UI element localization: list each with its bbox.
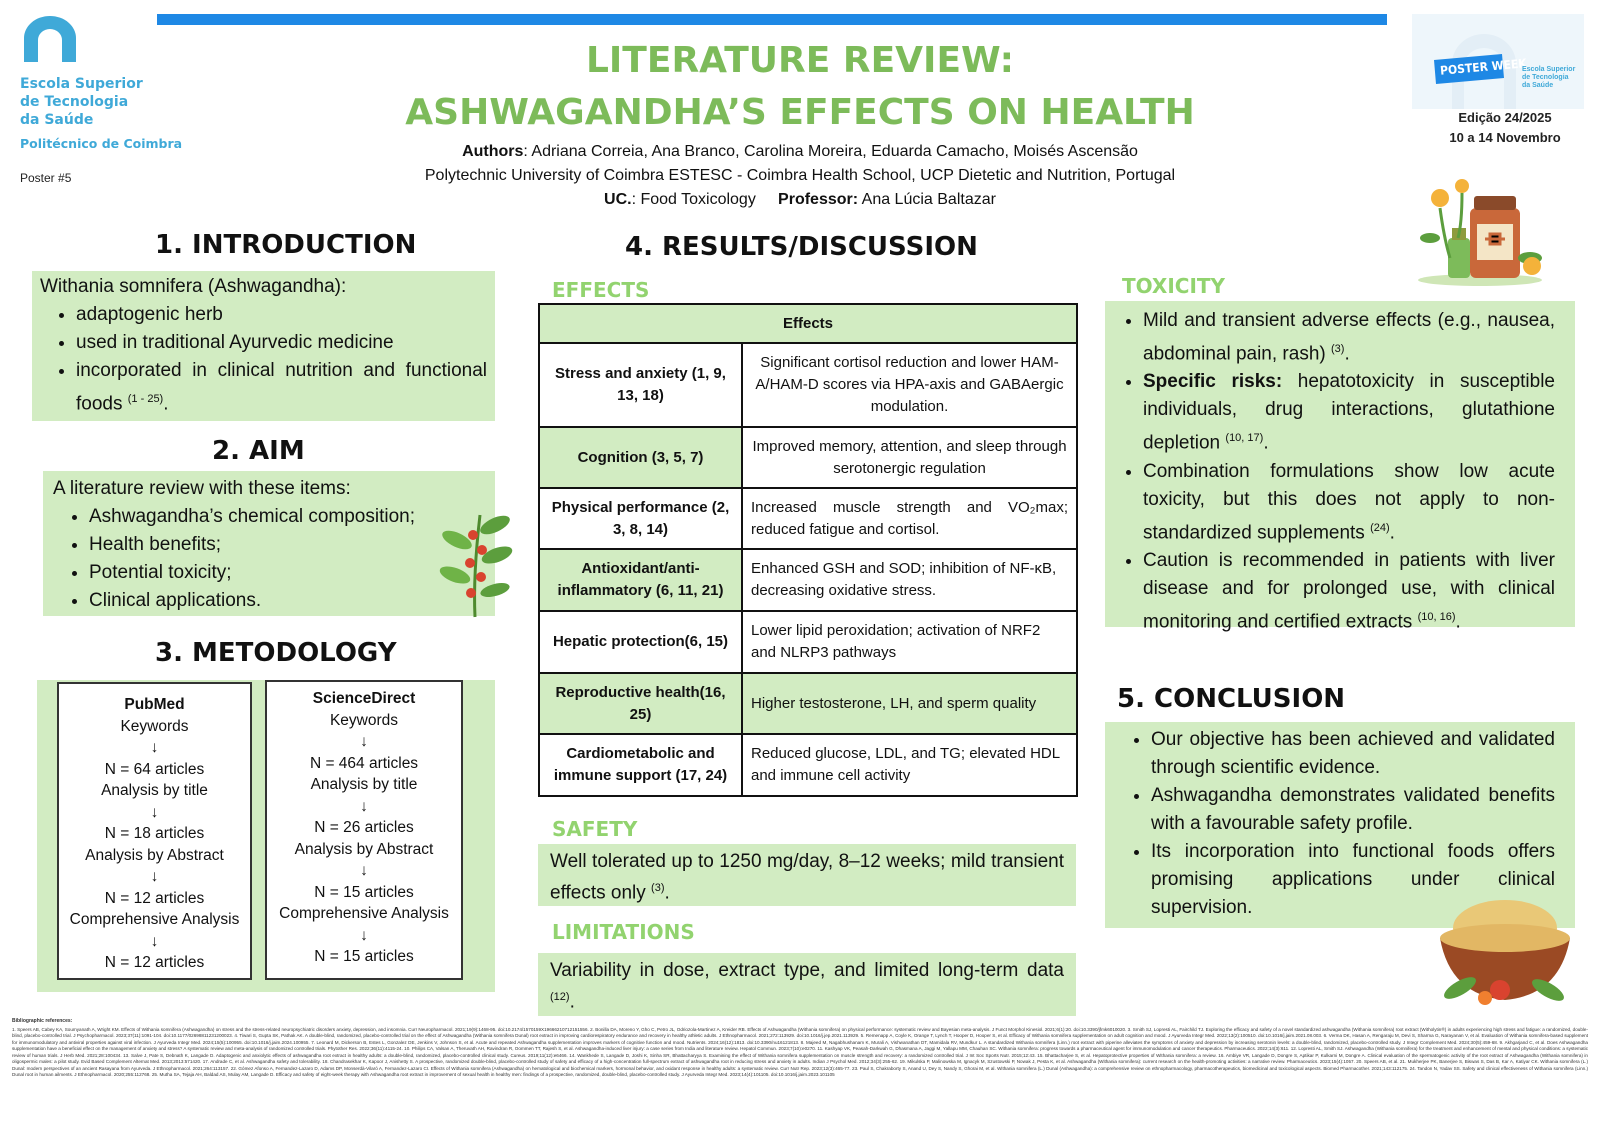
flow-step: Comprehensive Analysis bbox=[279, 905, 449, 922]
conclusion-heading: 5. CONCLUSION bbox=[1117, 684, 1346, 714]
tox-ref-1: (3) bbox=[1331, 343, 1345, 355]
top-accent-bar bbox=[157, 14, 1387, 25]
effects-table bbox=[538, 303, 1078, 797]
pubmed-title: PubMed bbox=[124, 696, 185, 713]
flow-arrow: ↓ bbox=[150, 932, 159, 950]
aim-list bbox=[53, 503, 485, 615]
uc-line bbox=[340, 188, 1260, 212]
aim-heading: 2. AIM bbox=[212, 436, 305, 466]
limitations-box: Variability in dose, extract type, and limited long-term data $^{(12)}$. bbox=[538, 953, 1076, 1016]
references-text: 1. Speers AB, Cabey KA, Soumyanath A, Wright KM. Effects of Withania somnifera (Ashwagandha) on stress and the stress-related neuropsychiatric disorders anxiety, depression, and insomnia. Curr Neuropharmacol. 2021;19(9):1468-95. doi:10.2174/1570159X19666210712151556. 2. Bonilla DA, Moreno Y, Gho C, Petro JL, Odriozola-Martinez A, Kreider RB. Effects of Ashwagandha (Withania somnifera) on physical performance: systematic review and Bayesian meta-analysis. J Funct Morphol Kinesiol. 2021;6(1):20. doi:10.3390/jfmk6010020. 3. Smith SJ, Lopresti AL, Fairchild TJ. Exploring the efficacy and safety of a novel standardized ashwagandha (Withania somnifera) root extract (Witholytin®) in adults experiencing high stress and fatigue: a randomized, double-blind, placebo-controlled trial. J Psychopharmacol. 2023;37(11):1091-104. doi:10.1177/02698811231200023. 4. Tiwari S, Gupta SK, Pathak AK. A double-blind, randomized, placebo-controlled trial on the effect of Ashwagandha (Withania somnifera Dunal) root extract in improving cardiorespiratory endurance and recovery in healthy athletic adults. J Ethnopharmacol. 2021;272:113929. doi:10.1016/j.jep.2021.113929. 5. Remenapp A, Coyle K, Orange T, Lynch T, Hooper D, Hooper S, et al. Efficacy of Withania somnifera supplementation on adult cognition and mood. J Ayurveda Integr Med. 2022;13(2):100510. doi:10.1016/j.jaim.2021.08.003. 6. Verma DK, Hasan A, Rengaraju M, Devi S, Sharma G, Narayanan V, et al. Evaluation of Withania somnifera-based supplement for immunomodulatory and antiviral properties against viral infection. J Ayurveda Integr Med. 2024;15(5):100955. doi:10.1016/j.jaim.2024.100955. 7. Leonard M, Dickerson B, Estes L, Gonzalez DE, Jenkins V, Johnson S, et al. Acute and repeated Ashwagandha supplementation improves markers of cognitive function and mood. Nutrients. 2024;16(12):1813. doi:10.3390/nu16121813. 8. Majeed M, Nagabhushanam K, Murali A, Vishwanathan DT, Mamidala RV, Mundkur L. A standardized Withania somnifera (Linn.) root extract with piperine alleviates the symptoms of anxiety and depression by increasing serotonin levels: a double-blind, randomized, placebo-controlled study. J Integr Complement Med. 2024;30(5):459-68. 9. Akhgarjand C, et al. Does Ashwagandha supplementation have a beneficial effect on the management of anxiety and stress? A systematic review and meta-analysis of randomized controlled trials. Phytother Res. 2022;36(11):4115-24. 10. Philips CA, Valsan A, Theruvath AH, Ravindran R, Oommen TT, Rajesh S, et al. Ashwagandha-induced liver injury: a case series from India and literature review. Hepatol Commun. 2023;7(10):e0270. 11. Kashyap VK, Peasah-Darkwah G, Dhasmana A, Jaggi M, Yallapu MM, Chauhan SC. Withania somnifera: progress towards a pharmaceutical agent for immunomodulation and cancer therapeutics. Pharmaceutics. 2022;14(3):611. 12. Lopresti AL, Smith SJ. Ashwagandha (Withania somnifera) for the treatment and enhancement of mental and physical conditions: a systematic review of human trials. J Herb Med. 2021;28:100434. 13. Salve J, Pate S, Debnath K, Langade D. Adaptogenic and anxiolytic effects of ashwagandha root extract in healthy adults: a double-blind, randomized, placebo-controlled clinical study. Cureus. 2019;11(12):e6466. 14. Wankhede S, Langade D, Joshi K, Sinha SR, Bhattacharyya S. Examining the effect of Withania somnifera supplementation on muscle strength and recovery: a randomized controlled trial. J Int Soc Sports Nutr. 2015;12:43. 15. Bhattacharjee S, et al. Hepatoprotective properties of Withania somnifera: a review. 16. Ambiye VR, Langade D, Dongre S, Aptikar P, Kulkarni M, Dongre A. Clinical evaluation of the spermatogenic activity of the root extract of Ashwagandha (Withania somnifera) in oligospermic males: a pilot study. Evid Based Complement Alternat Med. 2013;2013:571420. 17. Andrade C, et al. Ashwagandha safety and tolerability. 18. Chandrasekhar K, Kapoor J, Anishetty S. A prospective, randomized double-blind, placebo-controlled study of safety and efficacy of a high-concentration full-spectrum extract of ashwagandha root in reducing stress and anxiety in adults. Indian J Psychol Med. 2012;34(3):255-62. 19. Mikulska P, Malinowska M, Ignacyk M, Szustowski P, Nowak J, Pesta K, et al. Ashwagandha (Withania somnifera): current research on the health-promoting activities: a narrative review. Pharmaceutics. 2023;15(4):1057. 20. Speers AB, et al. 21. Mukherjee PK, Banerjee S, Biswas S, Das B, Kar A, Katiyar CK. Withania somnifera (L.) Dunal: modern perspectives of an ancient Rasayana from Ayurveda. J Ethnopharmacol. 2021;264:113157. 22. Gómez Afonso A, Fernandez-Lazaro D, Adams DP, Monserdà-Vilaró A, Fernandez-Lazaro CI. Effects of Withania somnifera (Ashwagandha) on hematological and biochemical markers, hormonal behavior, and oxidant response in healthy adults: a systematic review. Curr Nutr Rep. 2023;12(3):465-77. 23. Paul S, Chakraborty S, Anand U, Dey S, Nandy S, Ghorai M, et al. Withania somnifera (L.) Dunal (Ashwagandha): a comprehensive review on ethnopharmacology, pharmacotherapeutics, biomedicinal and toxicological aspects. Biomed Pharmacother. 2021;143:112175. 24. Tandon N, Yadav SS. Safety and clinical effectiveness of Withania somnifera (Linn.) Dunal root in human ailments. J Ethnopharmacol. 2020;255:112768. 25. Mutha SA, Tejaja AH, Baldad AS, Mulay AM, Langade D. Efficacy and safety of eight-week therapy with Ashwagandha root extract in improvement of sexual health in healthy men: findings of a prospective, randomized, double-blind, placebo-controlled study. J Ayurveda Integr Med. 2023;14(4):101105. doi:10.1016/j.jaim.2023.101105 bbox=[12, 1026, 1588, 1077]
effect-cell: Cardiometabolic and immune support (17, 24) bbox=[539, 734, 742, 796]
description-cell: Improved memory, attention, and sleep through serotonergic regulation bbox=[742, 427, 1077, 488]
flow-arrow: ↓ bbox=[150, 803, 159, 821]
flow-step: Keywords bbox=[329, 711, 399, 729]
school-logo bbox=[20, 14, 190, 151]
tox-ref-3: (24) bbox=[1370, 521, 1390, 534]
poster-number: Poster #5 bbox=[20, 171, 72, 185]
pw-school-2: de Tecnologia bbox=[1522, 74, 1569, 81]
tox-item-1: Mild and transient adverse effects (e.g., nausea, abdominal pain, rash) bbox=[1143, 310, 1555, 365]
table-row bbox=[539, 427, 1077, 488]
tox-item-2-bold: Specific risks: bbox=[1143, 371, 1283, 393]
effect-cell: Cognition (3, 5, 7) bbox=[539, 427, 742, 488]
flow-step: N = 64 articles bbox=[104, 760, 205, 778]
herbal-bottles-icon bbox=[1410, 168, 1550, 288]
professor-value: Ana Lúcia Baltazar bbox=[858, 191, 996, 208]
list-item: • adaptogenic herb bbox=[76, 301, 487, 329]
title-line-1: LITERATURE REVIEW: bbox=[585, 40, 1015, 81]
methodology-box bbox=[37, 680, 495, 992]
toxicity-list bbox=[1107, 307, 1555, 636]
safety-label: SAFETY bbox=[552, 817, 638, 841]
authors-label: Authors bbox=[462, 143, 524, 160]
table-row bbox=[539, 734, 1077, 796]
sciencedirect-title: ScienceDirect bbox=[312, 690, 416, 707]
flow-step: Comprehensive Analysis bbox=[69, 911, 240, 928]
aim-lead: A literature review with these items: bbox=[53, 478, 351, 499]
list-item: • Combination formulations show low acute toxicity, but this does not apply to non-standardized supplements $^{(24)}$. bbox=[1143, 458, 1555, 547]
edition-label: Edição 24/2025 bbox=[1458, 110, 1552, 125]
flow-arrow: ↓ bbox=[150, 868, 159, 885]
aim-box bbox=[43, 471, 495, 616]
list-item: • Ashwagandha’s chemical composition; bbox=[89, 503, 485, 531]
pw-school-1: Escola Superior bbox=[1522, 66, 1576, 73]
table-header: Effects bbox=[539, 304, 1077, 343]
references-label: Bibliographic references: bbox=[12, 1018, 73, 1024]
table-row bbox=[539, 673, 1077, 734]
list-item: • Clinical applications. bbox=[89, 587, 485, 615]
flow-step: N = 26 articles bbox=[314, 819, 414, 836]
arch-logo-icon bbox=[20, 14, 80, 62]
description-cell: Higher testosterone, LH, and sperm quality bbox=[742, 673, 1077, 734]
table-row bbox=[539, 549, 1077, 611]
flow-arrow: ↓ bbox=[360, 733, 368, 750]
title-line-2: ASHWAGANDHA’S EFFECTS ON HEALTH bbox=[405, 92, 1195, 133]
list-item: • used in traditional Ayurvedic medicine bbox=[76, 329, 487, 357]
flow-step: N = 15 articles bbox=[314, 948, 414, 965]
tox-ref-2: (10, 17) bbox=[1225, 432, 1264, 445]
edition-dates: 10 a 14 Novembro bbox=[1449, 130, 1561, 145]
intro-ref: (1 - 25) bbox=[127, 393, 164, 405]
uc-value: : Food Toxicology bbox=[631, 191, 756, 208]
logo-line-3: da Saúde bbox=[20, 112, 94, 128]
effect-cell: Antioxidant/anti-inflammatory (6, 11, 21) bbox=[539, 549, 742, 611]
description-cell: Increased muscle strength and VO₂max; reduced fatigue and cortisol. bbox=[742, 488, 1077, 549]
flow-arrow: ↓ bbox=[360, 926, 368, 944]
description-cell: Reduced glucose, LDL, and TG; elevated HDL and immune cell activity bbox=[742, 734, 1077, 796]
pw-school-3: da Saúde bbox=[1522, 82, 1554, 89]
tox-ref-4: (10, 16) bbox=[1417, 610, 1456, 623]
limitations-ref: (12) bbox=[550, 991, 570, 1003]
tox-item-2: hepatotoxicity in susceptible individuals, drug interactions, glutathione depletion bbox=[1143, 371, 1555, 454]
affiliation: Polytechnic University of Coimbra ESTESC - Coimbra Health School, UCP Dietetic and Nutrition, Portugal bbox=[424, 167, 1176, 184]
list-item: • incorporated in clinical nutrition and functional foods $^{(1 - 25)}$. bbox=[76, 357, 487, 418]
flow-arrow: ↓ bbox=[150, 739, 159, 756]
powder-bowl-icon bbox=[1430, 890, 1580, 1015]
introduction-box bbox=[32, 271, 495, 421]
flow-step: N = 18 articles bbox=[104, 825, 205, 842]
list-item: • Health benefits; bbox=[89, 531, 485, 559]
flow-step: Analysis by title bbox=[101, 782, 208, 799]
table-row bbox=[539, 343, 1077, 427]
flow-step: Keywords bbox=[120, 717, 189, 735]
list-item: • Specific risks: hepatotoxicity in susceptible individuals, drug interactions, glutathione depletion $^{(10, 17)}$. bbox=[1143, 368, 1555, 457]
description-cell: Enhanced GSH and SOD; inhibition of NF-κB, decreasing oxidative stress. bbox=[742, 549, 1077, 611]
description-cell: Significant cortisol reduction and lower HAM-A/HAM-D scores via HPA-axis and GABAergic modulation. bbox=[742, 343, 1077, 427]
effect-cell: Reproductive health(16, 25) bbox=[539, 673, 742, 734]
safety-box: Well tolerated up to 1250 mg/day, 8–12 weeks; mild transient effects only $^{(3)}$. bbox=[538, 844, 1076, 906]
logo-line-1: Escola Superior bbox=[20, 76, 143, 92]
safety-ref: (3) bbox=[651, 882, 665, 894]
introduction-list bbox=[40, 301, 487, 418]
list-item: • Mild and transient adverse effects (e.g., nausea, abdominal pain, rash) $^{(3)}$. bbox=[1143, 307, 1555, 368]
toxicity-label: TOXICITY bbox=[1122, 274, 1226, 298]
introduction-lead: Withania somnifera (Ashwagandha): bbox=[40, 276, 347, 297]
tox-item-3: Combination formulations show low acute toxicity, but this does not apply to non-standardized supplements bbox=[1143, 460, 1555, 543]
list-item: • Our objective has been achieved and validated through scientific evidence. bbox=[1151, 726, 1555, 782]
effects-label: EFFECTS bbox=[552, 278, 650, 302]
introduction-heading: 1. INTRODUCTION bbox=[155, 230, 417, 260]
table-row bbox=[539, 488, 1077, 549]
ashwagandha-plant-icon bbox=[435, 505, 515, 620]
description-cell: Lower lipid peroxidation; activation of NRF2 and NLRP3 pathways bbox=[742, 611, 1077, 673]
table-row bbox=[539, 611, 1077, 673]
flow-step: N = 464 articles bbox=[309, 754, 419, 772]
references-block bbox=[12, 1018, 1588, 1123]
effect-cell: Hepatic protection(6, 15) bbox=[539, 611, 742, 673]
polytechnic-label: Politécnico de Coimbra bbox=[20, 136, 183, 151]
edition-block bbox=[1420, 108, 1590, 148]
professor-label: Professor: bbox=[778, 191, 859, 208]
flow-step: N = 15 articles bbox=[314, 883, 414, 901]
uc-label: UC. bbox=[604, 191, 632, 208]
list-item: • Ashwagandha demonstrates validated benefits with a favourable safety profile. bbox=[1151, 782, 1555, 838]
safety-text: Well tolerated up to 1250 mg/day, 8–12 weeks; mild transient effects only bbox=[550, 851, 1064, 904]
poster-week-label: POSTER WEEK bbox=[1439, 56, 1528, 78]
results-heading: 4. RESULTS/DISCUSSION bbox=[625, 232, 978, 262]
flow-step: Analysis by Abstract bbox=[294, 840, 434, 858]
flow-step: Analysis by Abstract bbox=[85, 846, 224, 864]
sciencedirect-flow bbox=[265, 680, 463, 980]
authors-line bbox=[340, 140, 1260, 164]
flow-arrow: ↓ bbox=[360, 797, 368, 815]
poster-week-logo bbox=[1412, 14, 1584, 114]
flow-step: N = 12 articles bbox=[104, 954, 205, 971]
limitations-label: LIMITATIONS bbox=[552, 920, 695, 944]
pubmed-flow bbox=[57, 682, 252, 980]
methodology-heading: 3. METODOLOGY bbox=[155, 638, 397, 668]
list-item: • Caution is recommended in patients with liver disease and for prolonged use, with clinical monitoring and certified extracts $^{(10, 16)}$. bbox=[1143, 547, 1555, 636]
table-header-row bbox=[539, 304, 1077, 343]
flow-arrow: ↓ bbox=[360, 862, 368, 879]
list-item: • Its incorporation into functional foods offers promising applications under clinical supervision. bbox=[1151, 838, 1555, 922]
intro-item-3-text: incorporated in clinical nutrition and functional foods bbox=[76, 360, 487, 415]
flow-step: Analysis by title bbox=[310, 776, 418, 793]
tox-item-4: Caution is recommended in patients with liver disease and for prolonged use, with clinical monitoring and certified extracts bbox=[1143, 549, 1555, 633]
limitations-text: Variability in dose, extract type, and limited long-term data bbox=[550, 960, 1064, 981]
flow-step: N = 12 articles bbox=[104, 889, 205, 907]
effect-cell: Physical performance (2, 3, 8, 14) bbox=[539, 488, 742, 549]
list-item: • Potential toxicity; bbox=[89, 559, 485, 587]
logo-line-2: de Tecnologia bbox=[20, 94, 129, 110]
toxicity-box bbox=[1105, 301, 1575, 633]
authors-names: : Adriana Correia, Ana Branco, Carolina Moreira, Eduarda Camacho, Moisés Ascensão bbox=[523, 143, 1138, 160]
effect-cell: Stress and anxiety (1, 9, 13, 18) bbox=[539, 343, 742, 427]
